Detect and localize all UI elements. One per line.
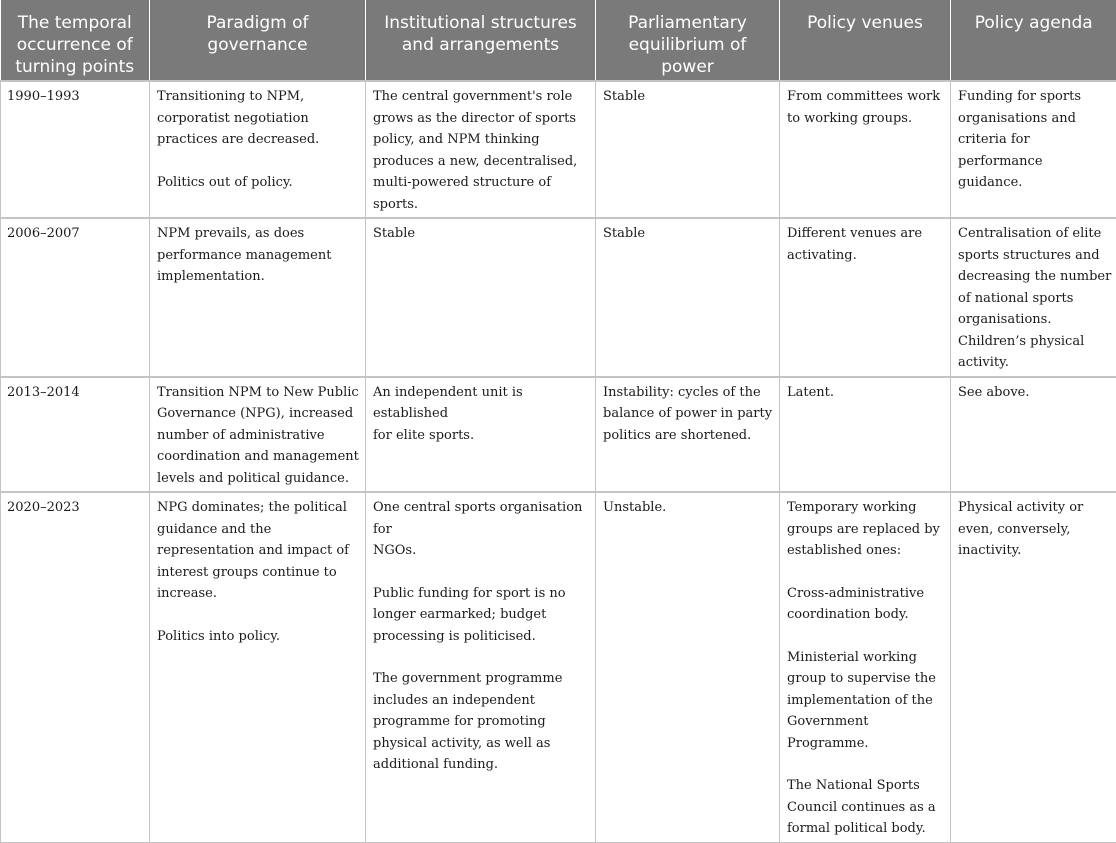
cell-text: Stable xyxy=(603,86,775,108)
header-row xyxy=(1,0,1116,81)
header-policy-venues: Policy venues xyxy=(780,0,951,81)
cell-text: Public funding for sport is no longer earmarked; budget processing is politicised. xyxy=(373,583,591,648)
agenda-cell xyxy=(951,492,1116,842)
table-row xyxy=(1,377,1116,493)
cell-text: Centralisation of elite sports structures and decreasing the number of national sports organisations. Children’s physical activity. xyxy=(958,223,1112,374)
institutional-cell xyxy=(366,81,596,218)
cell-text: The government programme includes an independent programme for promoting physical activity, as well as additional funding. xyxy=(373,668,591,776)
institutional-cell xyxy=(366,218,596,377)
cell-text: Transitioning to NPM, corporatist negotiation practices are decreased. xyxy=(157,86,361,151)
cell-text: From committees work to working groups. xyxy=(787,86,946,129)
cell-text: Unstable. xyxy=(603,497,775,519)
cell-text: Politics into policy. xyxy=(157,626,361,648)
institutional-cell xyxy=(366,492,596,842)
header-temporal-occurrence: The temporal occurrence of turning points xyxy=(1,0,150,81)
agenda-cell xyxy=(951,377,1116,493)
cell-text: 2020–2023 xyxy=(7,497,145,519)
agenda-cell xyxy=(951,218,1116,377)
cell-text: Physical activity or even, conversely, inactivity. xyxy=(958,497,1112,562)
cell-text: 2006–2007 xyxy=(7,223,145,245)
header-institutional: Institutional structures and arrangements xyxy=(366,0,596,81)
table-row xyxy=(1,81,1116,218)
cell-text: NPM prevails, as does performance management implementation. xyxy=(157,223,361,288)
venues-cell xyxy=(780,218,951,377)
cell-text: 2013–2014 xyxy=(7,382,145,404)
cell-text: Latent. xyxy=(787,382,946,404)
table-row xyxy=(1,218,1116,377)
agenda-cell xyxy=(951,81,1116,218)
paradigm-cell xyxy=(150,377,366,493)
cell-text: 1990–1993 xyxy=(7,86,145,108)
cell-text: See above. xyxy=(958,382,1112,404)
parliamentary-cell xyxy=(596,81,780,218)
header-paradigm: Paradigm of governance xyxy=(150,0,366,81)
paradigm-cell xyxy=(150,81,366,218)
period-cell xyxy=(1,81,150,218)
cell-text: The central government's role grows as the director of sports policy, and NPM thinking produces a new, decentralised, multi-powered structure of sports. xyxy=(373,86,591,215)
cell-text: NPG dominates; the political guidance and the representation and impact of interest groups continue to increase. xyxy=(157,497,361,605)
institutional-cell xyxy=(366,377,596,493)
cell-text: Temporary working groups are replaced by established ones: xyxy=(787,497,946,562)
header-policy-agenda: Policy agenda xyxy=(951,0,1116,81)
cell-text: Ministerial working group to supervise the implementation of the Government Programme. xyxy=(787,647,946,755)
cell-text: Transition NPM to New Public Governance (NPG), increased number of administrative coordination and management levels and political guidance. xyxy=(157,382,361,490)
cell-text: Funding for sports organisations and criteria for performance guidance. xyxy=(958,86,1112,194)
cell-text: Stable xyxy=(603,223,775,245)
paradigm-cell xyxy=(150,218,366,377)
cell-text: Cross-administrative coordination body. xyxy=(787,583,946,626)
period-cell xyxy=(1,377,150,493)
parliamentary-cell xyxy=(596,377,780,493)
cell-text: Different venues are activating. xyxy=(787,223,946,266)
venues-cell xyxy=(780,492,951,842)
parliamentary-cell xyxy=(596,492,780,842)
table-row xyxy=(1,492,1116,842)
period-cell xyxy=(1,218,150,377)
cell-text: The National Sports Council continues as a formal political body. xyxy=(787,775,946,840)
venues-cell xyxy=(780,377,951,493)
paradigm-cell xyxy=(150,492,366,842)
venues-cell xyxy=(780,81,951,218)
cell-text: Instability: cycles of the balance of power in party politics are shortened. xyxy=(603,382,775,447)
cell-text: Politics out of policy. xyxy=(157,172,361,194)
cell-text: Stable xyxy=(373,223,591,245)
header-parliamentary: Parliamentary equilibrium of power xyxy=(596,0,780,81)
cell-text: An independent unit is established for elite sports. xyxy=(373,382,591,447)
parliamentary-cell xyxy=(596,218,780,377)
cell-text: One central sports organisation for NGOs. xyxy=(373,497,591,562)
period-cell xyxy=(1,492,150,842)
